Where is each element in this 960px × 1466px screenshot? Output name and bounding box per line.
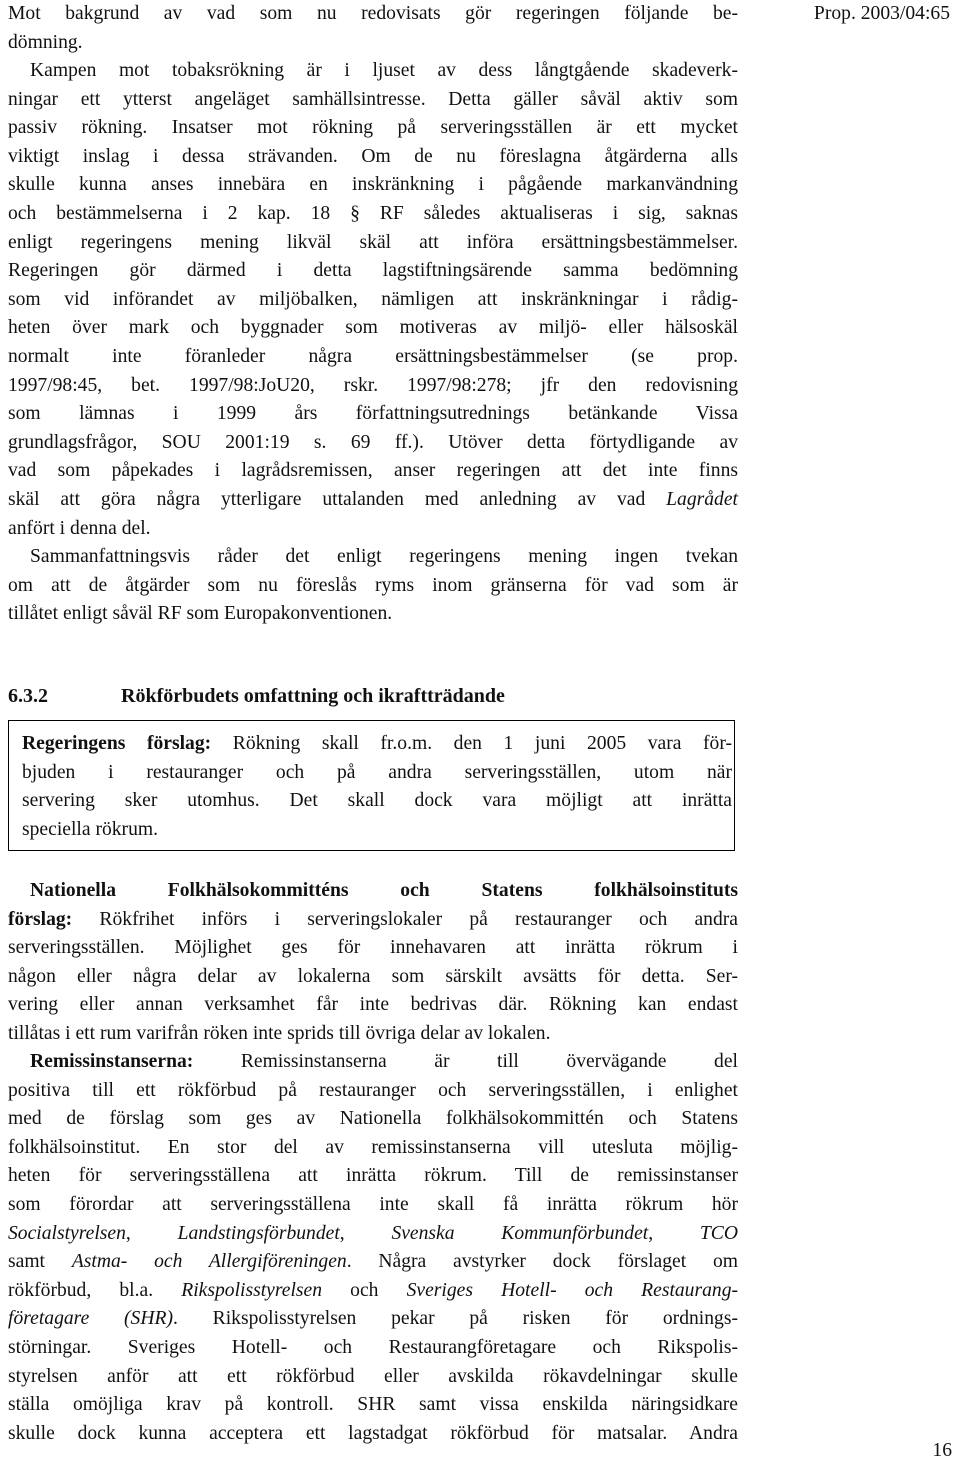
section-number: 6.3.2 <box>8 685 48 707</box>
text-line: 1997/98:45, bet. 1997/98:JoU20, rskr. 1997/98:278; jfr den redovisning <box>8 374 738 396</box>
org-name: företagare (SHR) <box>8 1308 173 1330</box>
org-name: Svenska Kommunförbundet <box>391 1222 649 1244</box>
text-line: enligt regeringens mening likväl skäl att införa ersättningsbestämmelser. <box>8 231 738 253</box>
text-line: skulle dock kunna acceptera ett lagstadgat rökförbud för matsalar. Andra <box>8 1422 738 1444</box>
text-line: och bestämmelserna i 2 kap. 18 § RF således aktualiseras i sig, saknas <box>8 202 738 224</box>
text-line: ningar ett ytterst angeläget samhällsintresse. Detta gäller såväl aktiv som <box>8 88 738 110</box>
text-fragment: och <box>350 1279 379 1301</box>
text-line: dömning. <box>8 31 83 53</box>
text-line: Sammanfattningsvis råder det enligt regeringens mening ingen tvekan <box>30 546 738 567</box>
text-fragment: . Rikspolisstyrelsen pekar på risken för ordnings- <box>173 1308 738 1330</box>
text-fragment: Rökfrihet införs i serveringslokaler på restauranger och andra <box>72 908 738 930</box>
text-line: med de förslag som ges av Nationella folkhälsokommittén och Statens <box>8 1108 738 1130</box>
proposition-reference: Prop. 2003/04:65 <box>813 3 950 24</box>
text-fragment: . Några avstyrker dock förslaget om <box>346 1251 738 1273</box>
text-line <box>8 906 738 935</box>
text-line: skulle kunna anses innebära en inskränkning i pågående markanvändning <box>8 174 738 196</box>
text-line: tillåtet enligt såväl RF som Europakonventionen. <box>8 603 393 625</box>
proposal-lead: Regeringens förslag: <box>22 733 212 754</box>
text-line: normalt inte föranleder några ersättningsbestämmelser (se prop. <box>8 345 738 367</box>
text-line <box>8 1048 738 1077</box>
paragraph-remiss <box>8 1048 738 1448</box>
text-line: styrelsen anför att ett rökförbud eller avskilda rökavdelningar skulle <box>8 1365 738 1387</box>
nfk-lead: Nationella Folkhälsokommitténs och Statens folkhälsoinstituts <box>30 880 738 901</box>
text-line <box>8 1305 738 1334</box>
text-line: Mot bakgrund av vad som nu redovisats gör regeringen följande be- <box>8 3 738 24</box>
text-line: heten för serveringsställena att inrätta rökrum. Till de remissinstanser <box>8 1165 738 1187</box>
text-line: viktigt inslag i dessa strävanden. Om de nu föreslagna åtgärderna alls <box>8 145 738 167</box>
proposal-box <box>8 720 735 851</box>
text-fragment: Rökning skall fr.o.m. den 1 juni 2005 vara för- <box>211 733 733 754</box>
text-line: om att de åtgärder som nu föreslås ryms inom gränserna för vad som är <box>8 574 738 596</box>
section-heading <box>8 682 505 710</box>
section-title: Rökförbudets omfattning och ikraftträdande <box>121 685 505 707</box>
text-fragment: Remissinstanserna är till övervägande del <box>193 1051 738 1072</box>
org-name: TCO <box>699 1222 739 1244</box>
text-line: vering eller annan verksamhet får inte bedrivas där. Rökning kan endast <box>8 994 738 1016</box>
text-fragment: samt <box>8 1251 46 1273</box>
org-name: Astma- och Allergiföreningen <box>71 1251 347 1273</box>
text-fragment: rökförbud, bl.a. <box>8 1279 154 1301</box>
org-name: Rikspolisstyrelsen <box>181 1279 323 1301</box>
text-line: speciella rökrum. <box>22 818 159 840</box>
text-line: positiva till ett rökförbud på restauranger och serveringsställen, i enlighet <box>8 1079 738 1101</box>
text-line: serveringsställen. Möjlighet ges för innehavaren att inrätta rökrum i <box>8 937 738 959</box>
text-line: grundlagsfrågor, SOU 2001:19 s. 69 ff.). Utöver detta förtydligande av <box>8 431 738 453</box>
text-line: folkhälsoinstitut. En stor del av remissinstanserna vill utesluta möjlig- <box>8 1136 738 1158</box>
page-number: 16 <box>932 1440 952 1461</box>
text-line: någon eller några delar av lokalerna som särskilt avsätts för detta. Ser- <box>8 965 738 987</box>
org-name: Sveriges Hotell- och Restaurang- <box>406 1279 739 1301</box>
text-line: heten över mark och byggnader som motiveras av miljö- eller hälsoskäl <box>8 317 738 339</box>
lagradet-italic: Lagrådet <box>666 488 738 510</box>
text-line <box>8 1277 738 1306</box>
text-fragment: skäl att göra några ytterligare uttalanden med anledning av vad <box>8 488 646 510</box>
text-line <box>8 1248 738 1277</box>
paragraph-nfk-proposal <box>8 877 738 1049</box>
remiss-lead: Remissinstanserna: <box>30 1051 194 1072</box>
text-line: störningar. Sveriges Hotell- och Restaurangföretagare och Rikspolis- <box>8 1336 738 1358</box>
nfk-lead-2: förslag: <box>8 908 73 930</box>
text-line: ställa omöjliga krav på kontroll. SHR samt vissa enskilda näringsidkare <box>8 1394 738 1416</box>
text-line: vad som påpekades i lagrådsremissen, anser regeringen att det inte finns <box>8 460 738 482</box>
text-line <box>22 730 732 759</box>
paragraph-intro <box>8 0 738 57</box>
text-line: som vid införandet av miljöbalken, nämligen att inskränkningar i rådig- <box>8 288 738 310</box>
text-line: passiv rökning. Insatser mot rökning på serveringsställen är ett mycket <box>8 117 738 139</box>
text-line: anfört i denna del. <box>8 517 151 539</box>
paragraph-summary <box>8 543 738 629</box>
text-line: Regeringen gör därmed i detta lagstiftningsärende samma bedömning <box>8 260 738 282</box>
org-name: Landstingsförbundet <box>177 1222 340 1244</box>
paragraph-assessment <box>8 57 738 543</box>
text-line: servering sker utomhus. Det skall dock vara möjligt att inrätta <box>22 790 732 812</box>
text-line <box>8 486 738 515</box>
text-line: som förordar att serveringsställena inte skall få inrätta rökrum hör <box>8 1193 738 1215</box>
text-line: tillåtas i ett rum varifrån röken inte sprids till övriga delar av lokalen. <box>8 1022 551 1044</box>
text-line: bjuden i restauranger och på andra serveringsställen, utom när <box>22 761 732 783</box>
text-line <box>8 877 738 906</box>
text-line: Kampen mot tobaksrökning är i ljuset av dess långtgående skadeverk- <box>30 60 738 81</box>
org-name: Socialstyrelsen <box>8 1222 126 1244</box>
text-line: som lämnas i 1999 års författningsutrednings betänkande Vissa <box>8 403 738 425</box>
text-line: Socialstyrelsen, Landstingsförbundet, Svenska Kommunförbundet, TCO <box>8 1222 739 1244</box>
